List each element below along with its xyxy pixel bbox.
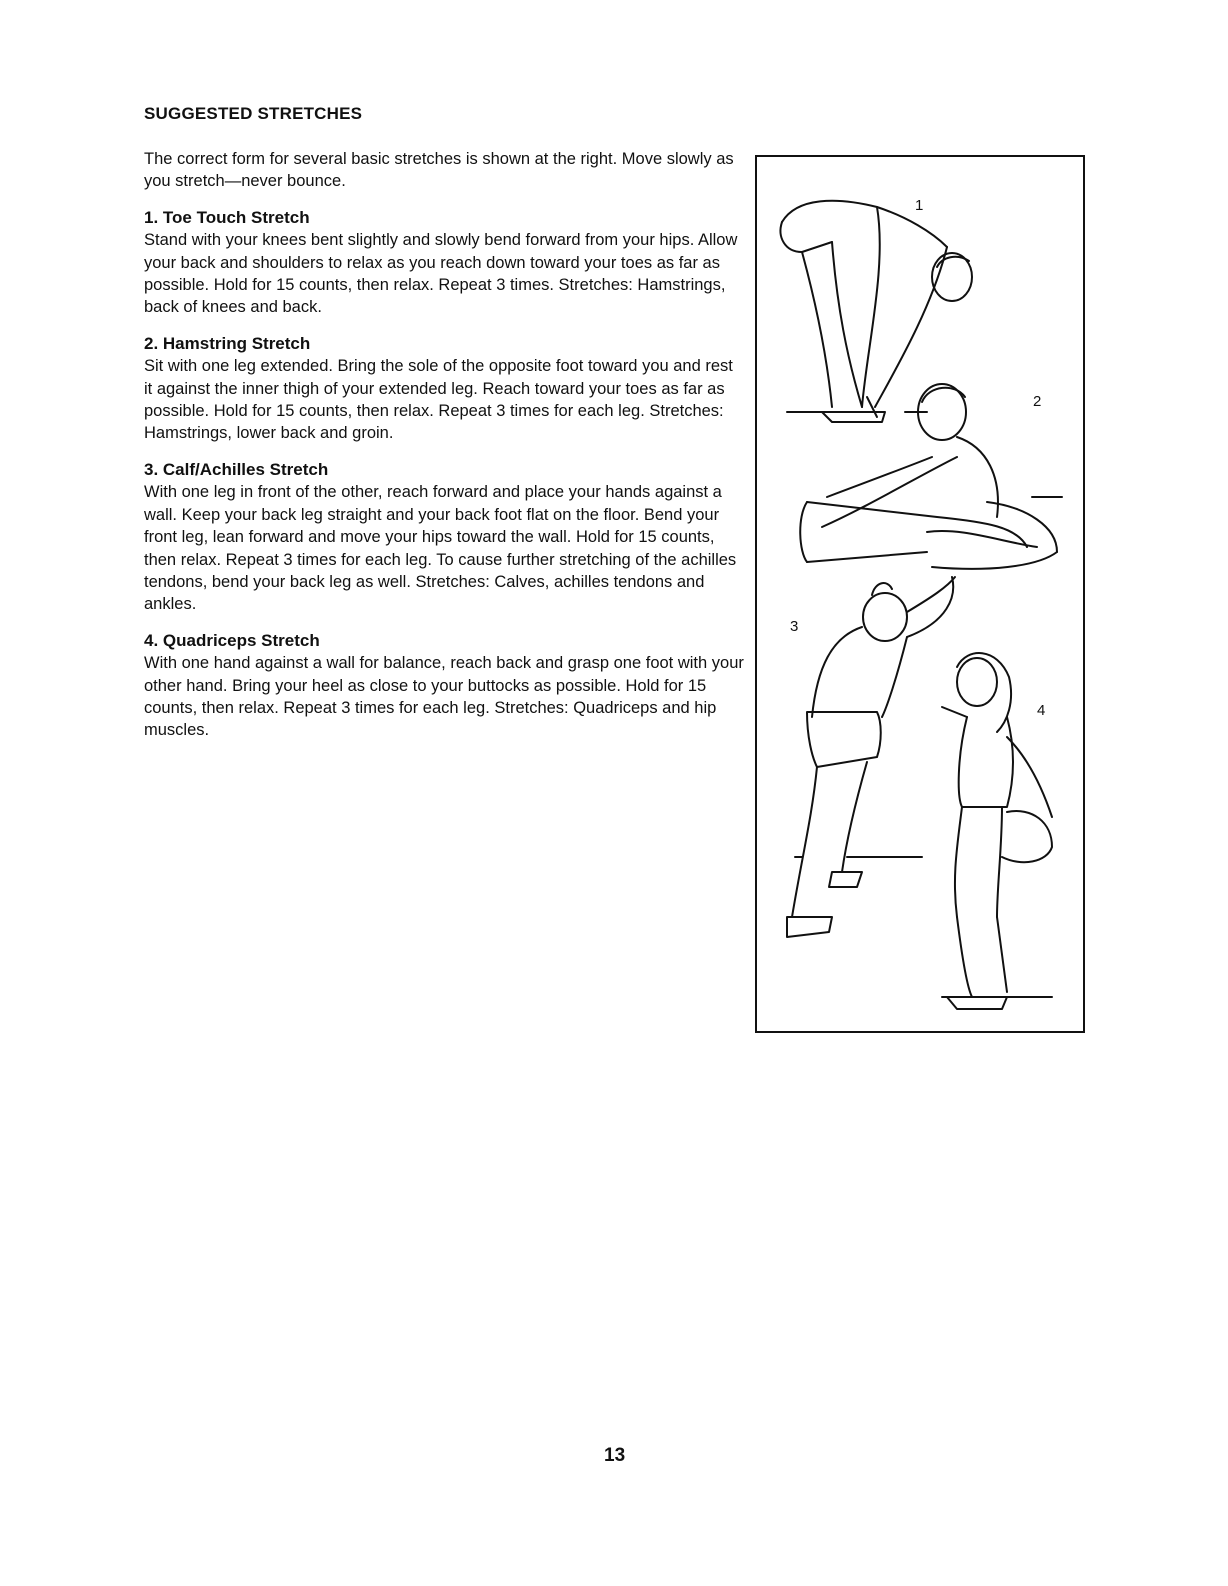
text-column (144, 148, 744, 756)
quadriceps-figure (942, 653, 1052, 1009)
section-body-hamstring: Sit with one leg extended. Bring the sole of the opposite foot toward you and rest it against the inner thigh of your extended leg. Reach toward your toes as far as possible. Hold for 15 counts, then relax. Repeat 3 times for each leg. Stretches: Hamstrings, lower back and groin. (144, 357, 733, 443)
section-title-calf-achilles: 3. Calf/Achilles Stretch (144, 459, 329, 479)
intro-paragraph: The correct form for several basic stretches is shown at the right. Move slowly as you stretch—never bounce. (144, 150, 734, 191)
stretch-illustrations (757, 157, 1083, 1031)
stretch-illustration-panel (755, 155, 1085, 1033)
section-body-toe-touch: Stand with your knees bent slightly and slowly bend forward from your hips. Allow your back and shoulders to relax as you reach down toward your toes as far as possible. Hold for 15 counts, then relax. Repeat 3 times. Stretches: Hamstrings, back of knees and back. (144, 231, 738, 317)
calf-achilles-figure (787, 577, 955, 937)
section-title-hamstring: 2. Hamstring Stretch (144, 333, 311, 353)
figure-label-2: 2 (1033, 393, 1042, 410)
section-title-quadriceps: 4. Quadriceps Stretch (144, 630, 320, 650)
section-title-toe-touch: 1. Toe Touch Stretch (144, 207, 310, 227)
figure-label-3: 3 (790, 618, 799, 635)
page-title: SUGGESTED STRETCHES (144, 104, 363, 123)
section-body-calf-achilles: With one leg in front of the other, reach forward and place your hands against a wall. Keep your back leg straight and your back foot flat on the floor. Bend your front leg, lean forward and move your hips toward the wall. Hold for 15 counts, then relax. Repeat 3 times for each leg. To cause further stretching of the achilles tendons, bend your back leg as well. Stretches: Calves, achilles tendons and ankles. (144, 483, 737, 614)
section-body-quadriceps: With one hand against a wall for balance, reach back and grasp one foot with your other hand. Bring your heel as close to your buttocks as possible. Hold for 15 counts, then relax. Repeat 3 times for each leg. Stretches: Quadriceps and hip muscles. (144, 654, 744, 740)
toe-touch-figure (781, 201, 972, 422)
figure-label-4: 4 (1037, 702, 1046, 719)
figure-label-1: 1 (915, 197, 924, 214)
page-number: 13 (604, 1445, 626, 1466)
